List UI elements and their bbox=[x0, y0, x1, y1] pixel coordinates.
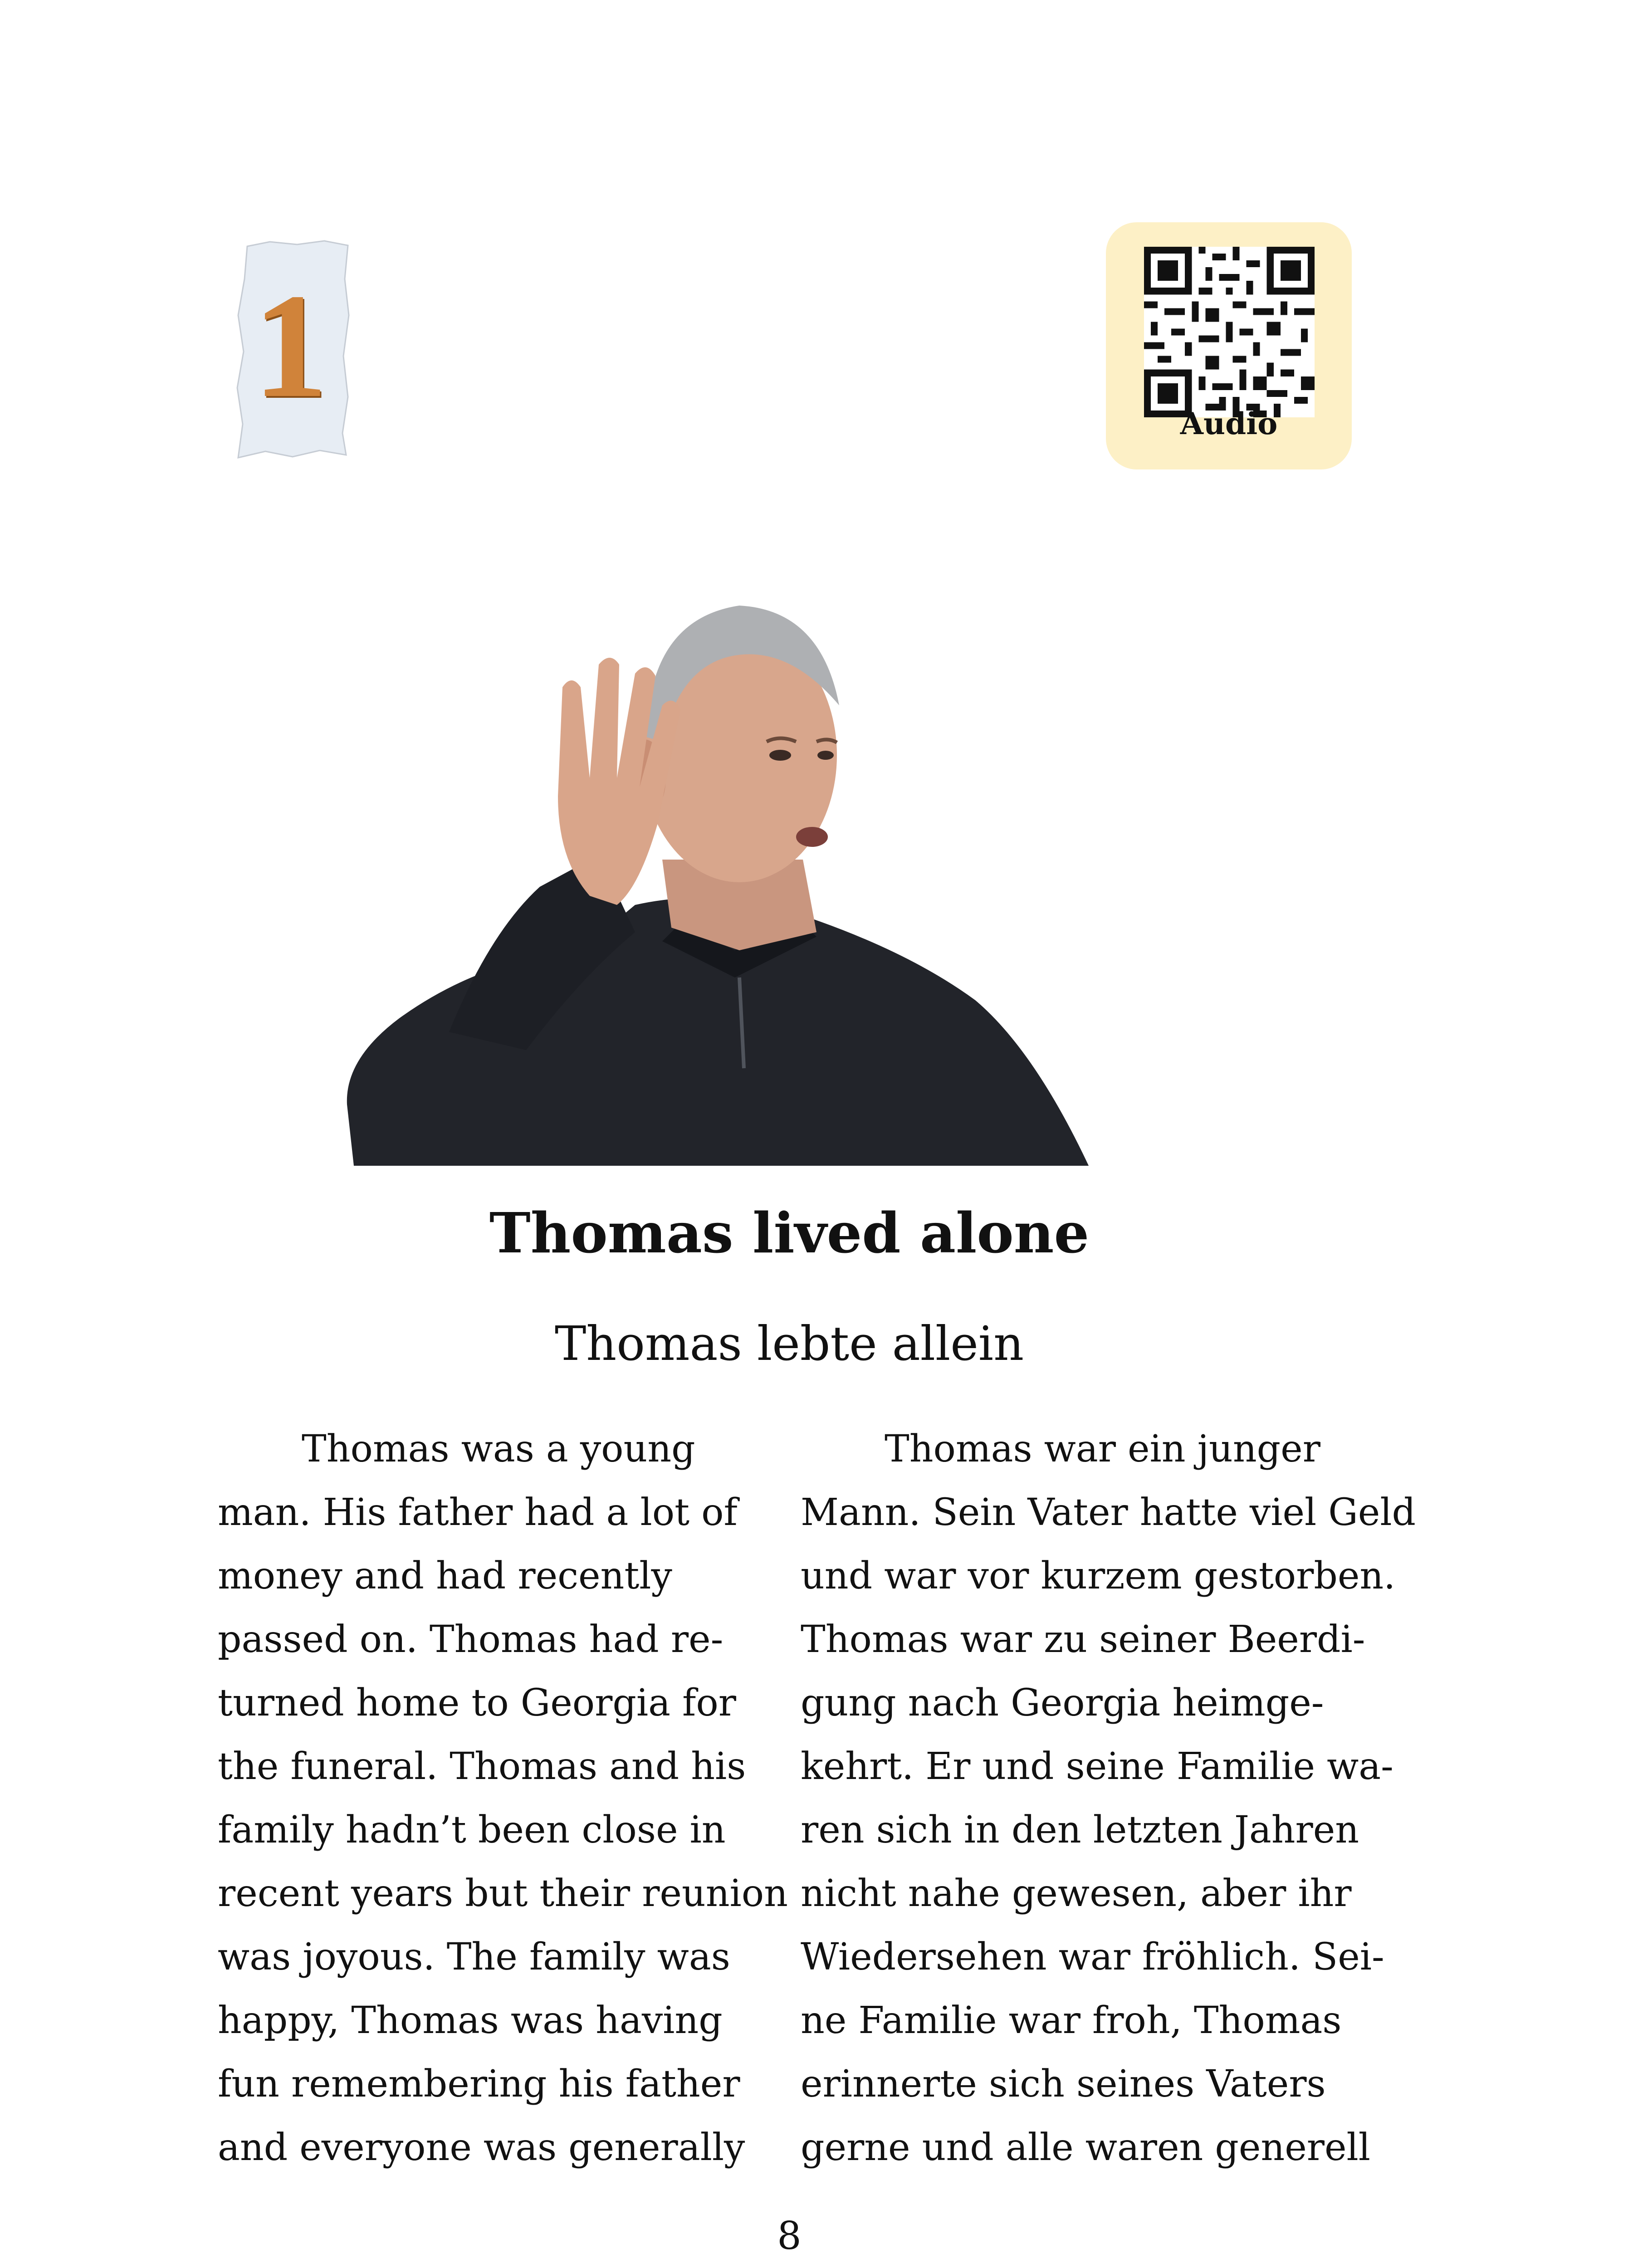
german-line: Thomas war ein junger bbox=[885, 1427, 1320, 1471]
english-line: family hadn’t been close in bbox=[218, 1809, 726, 1852]
english-line: turned home to Georgia for bbox=[218, 1681, 736, 1725]
german-line: erinnerte sich seines Vaters bbox=[801, 2063, 1326, 2106]
english-line: the funeral. Thomas and his bbox=[218, 1745, 746, 1788]
page-subtitle: Thomas lebte allein bbox=[554, 1316, 1024, 1371]
german-line: nicht nahe gewesen, aber ihr bbox=[801, 1872, 1352, 1915]
german-line: Mann. Sein Vater hatte viel Geld bbox=[801, 1491, 1416, 1534]
german-text-column bbox=[801, 1418, 1416, 2180]
page-title: Thomas lived alone bbox=[489, 1200, 1090, 1266]
english-line: and everyone was generally bbox=[218, 2126, 745, 2169]
german-line: gung nach Georgia heimge- bbox=[801, 1681, 1324, 1725]
qr-code-icon[interactable] bbox=[1144, 247, 1315, 417]
english-line: Thomas was a young bbox=[302, 1427, 695, 1471]
german-line: gerne und alle waren generell bbox=[801, 2126, 1370, 2169]
english-line: money and had recently bbox=[218, 1554, 672, 1598]
english-line: was joyous. The family was bbox=[218, 1936, 730, 1979]
audio-qr-card[interactable] bbox=[1106, 222, 1352, 469]
german-line: kehrt. Er und seine Familie wa- bbox=[801, 1745, 1393, 1788]
chapter-number: 1 bbox=[253, 263, 328, 429]
page-number: 8 bbox=[777, 2214, 802, 2258]
german-line: Wiedersehen war fröhlich. Sei- bbox=[801, 1936, 1384, 1979]
english-line: happy, Thomas was having bbox=[218, 1999, 723, 2042]
man-listening-photo bbox=[345, 542, 1089, 1166]
english-line: passed on. Thomas had re- bbox=[218, 1618, 724, 1661]
german-line: Thomas war zu seiner Beerdi- bbox=[801, 1618, 1365, 1661]
chapter-number-badge bbox=[229, 238, 352, 465]
audio-label: Audio bbox=[1180, 406, 1278, 441]
english-line: man. His father had a lot of bbox=[218, 1491, 738, 1534]
german-line: und war vor kurzem gestorben. bbox=[801, 1554, 1396, 1598]
german-line: ren sich in den letzten Jahren bbox=[801, 1809, 1359, 1852]
english-text-column bbox=[218, 1418, 803, 2180]
german-line: ne Familie war froh, Thomas bbox=[801, 1999, 1342, 2042]
english-line: fun remembering his father bbox=[218, 2063, 740, 2106]
english-line: recent years but their reunion bbox=[218, 1872, 788, 1915]
